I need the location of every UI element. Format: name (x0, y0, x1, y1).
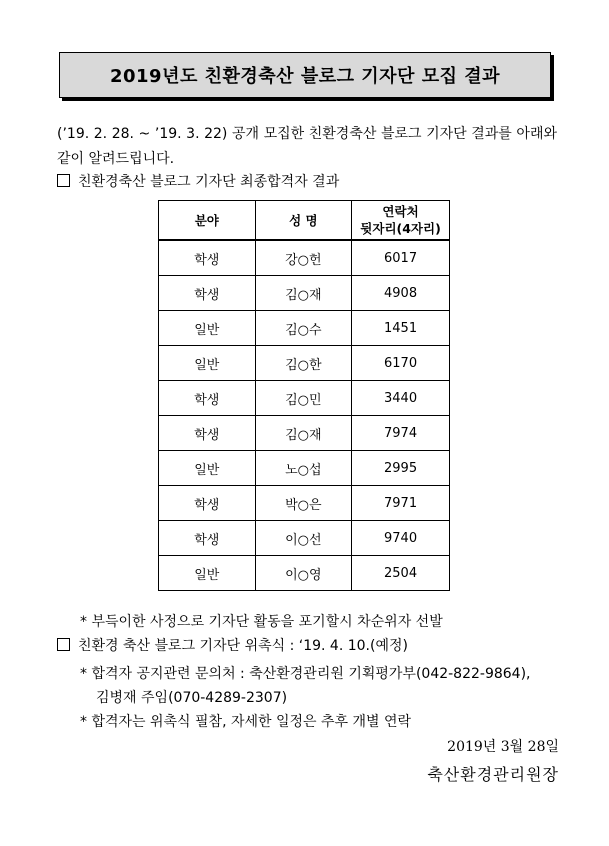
cell-contact: 4908 (352, 276, 450, 311)
intro-paragraph: (’19. 2. 28. ~ ’19. 3. 22) 공개 모집한 친환경축산 블로그 기자단 결과를 아래와 같이 알려드립니다. (57, 126, 557, 167)
square-bullet-icon (57, 174, 70, 187)
cell-contact: 1451 (352, 311, 450, 346)
table-row (159, 381, 450, 416)
section-heading-ceremony (57, 636, 408, 656)
table-row (159, 416, 450, 451)
cell-contact: 2995 (352, 451, 450, 486)
table-row (159, 311, 450, 346)
table-row (159, 451, 450, 486)
cell-contact: 3440 (352, 381, 450, 416)
cell-name: 이○선 (255, 521, 352, 556)
document-title (59, 52, 551, 98)
table-header-row (159, 201, 450, 241)
note-forfeit: * 부득이한 사정으로 기자단 활동을 포기할시 차순위자 선발 (80, 614, 443, 630)
document-signer: 축산환경관리원장 (427, 765, 559, 784)
cell-category: 일반 (159, 311, 256, 346)
table-row (159, 486, 450, 521)
note-contact-inquiry: * 합격자 공지관련 문의처 : 축산환경관리원 기획평가부(042-822-9864), (80, 666, 531, 682)
section-heading-results-text: 친환경축산 블로그 기자단 최종합격자 결과 (78, 174, 340, 190)
cell-name: 김○재 (255, 416, 352, 451)
square-bullet-icon (57, 638, 70, 651)
cell-name: 김○민 (255, 381, 352, 416)
cell-category: 일반 (159, 346, 256, 381)
header-contact-line1: 연락처 (382, 204, 419, 219)
cell-category: 일반 (159, 556, 256, 591)
cell-contact: 9740 (352, 521, 450, 556)
cell-name: 김○한 (255, 346, 352, 381)
header-category: 분야 (159, 201, 256, 241)
document-date: 2019년 3월 28일 (447, 739, 559, 755)
cell-name: 김○재 (255, 276, 352, 311)
table-row (159, 276, 450, 311)
cell-contact: 7971 (352, 486, 450, 521)
cell-name: 노○섭 (255, 451, 352, 486)
table-row (159, 346, 450, 381)
cell-category: 학생 (159, 240, 256, 276)
cell-category: 일반 (159, 451, 256, 486)
header-name: 성 명 (255, 201, 352, 241)
section-heading-ceremony-text: 친환경 축산 블로그 기자단 위촉식 : ‘19. 4. 10.(예정) (78, 638, 408, 654)
section-heading-results (57, 172, 339, 192)
cell-category: 학생 (159, 416, 256, 451)
cell-category: 학생 (159, 521, 256, 556)
cell-name: 박○은 (255, 486, 352, 521)
table-row (159, 240, 450, 276)
note-contact-person: 김병재 주임(070-4289-2307) (96, 690, 288, 706)
cell-name: 강○헌 (255, 240, 352, 276)
cell-category: 학생 (159, 276, 256, 311)
document-title-text: 2019년도 친환경축산 블로그 기자단 모집 결과 (109, 66, 501, 87)
cell-name: 이○영 (255, 556, 352, 591)
table-row (159, 556, 450, 591)
cell-contact: 6017 (352, 240, 450, 276)
cell-contact: 6170 (352, 346, 450, 381)
note-attendance: * 합격자는 위촉식 필참, 자세한 일정은 추후 개별 연락 (80, 714, 412, 730)
cell-contact: 7974 (352, 416, 450, 451)
cell-category: 학생 (159, 486, 256, 521)
header-contact (352, 201, 450, 241)
cell-category: 학생 (159, 381, 256, 416)
cell-contact: 2504 (352, 556, 450, 591)
results-table (158, 200, 450, 591)
header-contact-line2: 뒷자리(4자리) (360, 221, 441, 236)
cell-name: 김○수 (255, 311, 352, 346)
table-row (159, 521, 450, 556)
